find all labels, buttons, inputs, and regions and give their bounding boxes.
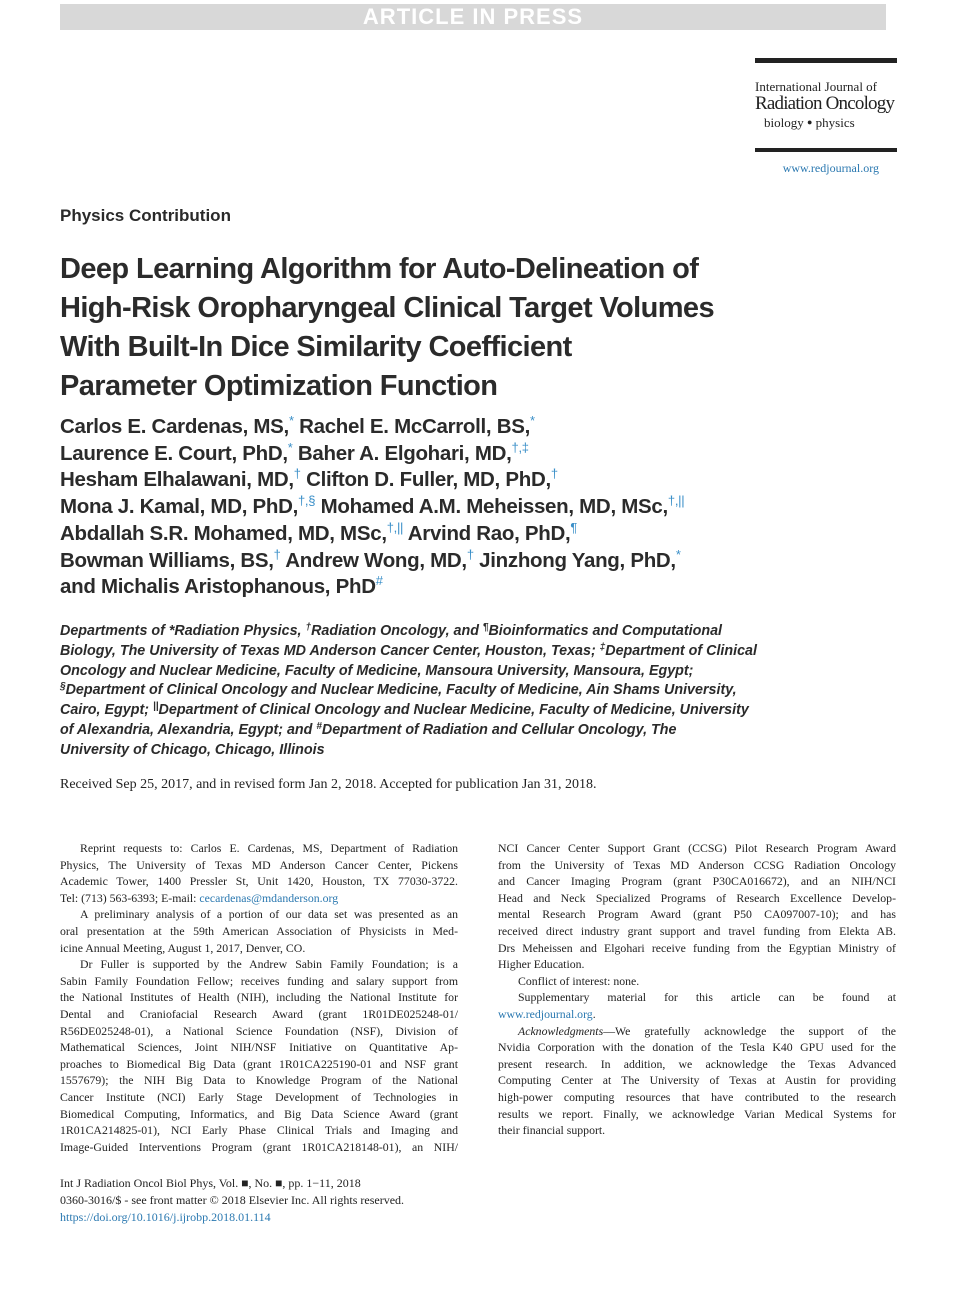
citation-line: Int J Radiation Oncol Biol Phys, Vol. ■, No. ■, pp. 1−11, 2018 [60,1176,361,1190]
author-list [60,414,760,601]
affiliation-line [60,741,760,761]
affiliation-text: Radiation Oncology, and [311,623,483,639]
author-name: Baher A. Elgohari, MD, [292,441,512,465]
author-name: Mona J. Kamal, MD, PhD, [60,495,298,519]
bullet-icon: ● [806,117,813,127]
author-affiliation-marker[interactable]: †,§ [298,493,316,509]
affiliation-text: Biology, The University of Texas MD Anderson Cancer Center, Houston, Texas; [60,642,600,659]
conflict-note: Conflict of interest: none. [518,973,640,988]
affiliation-text: of Alexandria, Alexandria, Egypt; and [60,721,317,738]
author-affiliation-marker[interactable]: † [550,466,558,482]
affiliation-text: Cairo, Egypt; [60,702,153,719]
author-name: Abdallah S.R. Mohamed, MD, MSc, [60,521,387,545]
author-name: Arvind Rao, PhD, [403,521,571,545]
journal-name-line1: International Journal of [755,79,878,94]
email-link[interactable]: cecardenas@mdanderson.org [199,890,339,905]
affiliation-text: Department of Clinical [605,642,757,659]
journal-rule-top [755,58,897,63]
footnotes-left-column [60,840,458,1155]
funding-note: Dr Fuller is supported by the Andrew Sabin Family Foundation; is a Sabin Family Foundation Fellow; receives funding and salary support from the National Institutes of Health (NIH), including the National Institute for Dental and Craniofacial Research Award (grant 1R01DE025248-01/ R56DE025248-01), a National Science Foundation (NSF), Division of Mathematical Sciences, Joint NIH/NSF Initiative on Quantitative Ap- proaches to Biomedical Big Data (grant 1R01CA225190-01 and NSF grant 1557679); the NIH Big Data to Knowledge Program of the National Cancer Institute (NCI) Early Stage Development of Technologies in Biomedical Computing, Informatics, and Big Data Science Award (grant 1R01CA214825-01), NCI Early Phase Clinical Trials and Imaging and Image-Guided Interventions Program (grant 1R01CA218148-01), an NIH/ [60,957,458,1154]
affiliation-marker: † [305,622,312,633]
affiliation-line [60,662,760,682]
citation-footer [60,1175,404,1226]
author-name: Jinzhong Yang, PhD, [473,548,676,572]
affiliation-marker: § [60,681,66,693]
copyright-line: 0360-3016/$ - see front matter © 2018 Elsevier Inc. All rights reserved. [60,1193,405,1207]
author-affiliation-marker[interactable]: †,‡ [511,439,529,455]
author-affiliation-marker[interactable]: † [466,546,474,562]
journal-rule-bottom [755,148,897,152]
affiliation-text: Bioinformatics and Computational [488,623,722,639]
affiliation-marker: ¶ [482,622,489,633]
affiliations [60,622,760,761]
affiliation-marker: # [316,720,322,732]
author-affiliation-marker[interactable]: * [675,546,681,562]
affiliation-marker: ‡ [599,641,606,653]
author-line [60,521,760,548]
author-name: Mohamed A.M. Meheissen, MD, MSc, [315,495,668,519]
reprint-requests: Reprint requests to: Carlos E. Cardenas, MS, Department of Radiation Physics, The University of Texas MD Anderson Cancer Center, Pickens Academic Tower, 1400 Pressler St, Unit 1420, Houston, TX 77030-3722. Tel: (713) 563-6393; E-mail: cecardenas@mdanderson.org [60,841,458,905]
author-affiliation-marker[interactable]: † [293,466,301,482]
doi-link[interactable]: https://doi.org/10.1016/j.ijrobp.2018.01.114 [60,1210,271,1224]
supplementary-note: Supplementary material for this article can be found at www.redjournal.org. [498,990,896,1021]
journal-name-line2: Radiation Oncology [755,93,895,114]
author-affiliation-marker[interactable]: # [375,573,383,589]
affiliation-line [60,721,760,741]
author-name: Rachel E. McCarroll, BS, [293,415,531,438]
affiliation-line [60,681,760,701]
affiliation-text: Department of Radiation and Cellular Oncology, The [321,721,677,738]
author-affiliation-marker[interactable]: †,|| [386,519,404,535]
author-affiliation-marker[interactable]: ¶ [570,519,578,535]
author-line [60,414,760,441]
author-line [60,441,760,468]
author-affiliation-marker[interactable]: * [287,439,293,455]
affiliation-line [60,642,760,662]
author-name: Bowman Williams, BS, [60,548,274,572]
author-name: Carlos E. Cardenas, MS, [60,415,289,438]
journal-logo [755,80,915,131]
acknowledgments-label: Acknowledgments [518,1023,604,1038]
author-name: and Michalis Aristophanous, PhD [60,575,376,599]
section-label: Physics Contribution [60,206,231,225]
author-name: Andrew Wong, MD, [280,548,467,572]
author-name: Clifton D. Fuller, MD, PhD, [300,468,551,492]
author-line [60,467,760,494]
affiliation-text: Oncology and Nuclear Medicine, Faculty of Medicine, Mansoura University, Mansoura, Egypt; [60,662,694,679]
article-in-press-banner: ARTICLE IN PRESS [60,4,886,30]
acknowledgments: Acknowledgments—We gratefully acknowledge the support of the Nvidia Corporation with the donation of the Tesla K40 GPU used for the present research. In addition, we acknowledge the Texas Advanced Computing Center at The University of Texas at Austin for providing high-power computing resources that have contributed to the research results we report. Finally, we acknowledge Varian Medical Systems for their financial support. [498,1023,896,1138]
author-line [60,494,760,521]
author-affiliation-marker[interactable]: * [288,413,294,428]
affiliation-text: University of Chicago, Chicago, Illinois [60,741,325,758]
affiliation-line [60,701,760,721]
affiliation-text: Department of Clinical Oncology and Nuclear Medicine, Faculty of Medicine, University [158,702,749,719]
author-line [60,548,760,575]
article-title: Deep Learning Algorithm for Auto-Delineation of High-Risk Oropharyngeal Clinical Target Volumes With Built-In Dice Similarity Coefficient Parameter Optimization Function [60,253,714,402]
author-affiliation-marker[interactable]: †,|| [667,493,685,509]
affiliation-text: Department of Clinical Oncology and Nuclear Medicine, Faculty of Medicine, Ain Shams University, [65,682,737,699]
received-dates: Received Sep 25, 2017, and in revised form Jan 2, 2018. Accepted for publication Jan 31, 2018. [60,777,597,792]
author-line [60,574,760,601]
supplementary-link[interactable]: www.redjournal.org [498,1006,593,1021]
author-affiliation-marker[interactable]: * [530,413,535,428]
footnotes-right-column [498,840,896,1139]
affiliation-marker: || [152,701,159,713]
affiliation-text: Departments of *Radiation Physics, [60,623,306,639]
author-name: Laurence E. Court, PhD, [60,441,288,465]
author-name: Hesham Elhalawani, MD, [60,468,294,492]
journal-url-link[interactable]: www.redjournal.org [782,161,879,175]
preliminary-note: A preliminary analysis of a portion of our data set was presented as an oral presentation at the 59th American Association of Physicists in Med- icine Annual Meeting, August 1, 2017, Denver, CO. [60,907,458,955]
grant-note: NCI Cancer Center Support Grant (CCSG) Pilot Research Program Award from the University of Texas MD Anderson CCSG Radiation Oncology and Cancer Imaging Program (grant P30CA016672), and an NIH/NCI Head and Neck Specialized Programs of Research Excellence Develop- mental Research Program Award (grant P50 CA097007-10); and has received direct industry grant support and travel funding from Elekta AB. Drs Meheissen and Elgohari receive funding from the Egyptian Ministry of Higher Education. [498,841,896,972]
affiliation-line [60,622,760,642]
author-affiliation-marker[interactable]: † [273,546,281,562]
journal-name-line3: biology ● physics [764,115,855,130]
